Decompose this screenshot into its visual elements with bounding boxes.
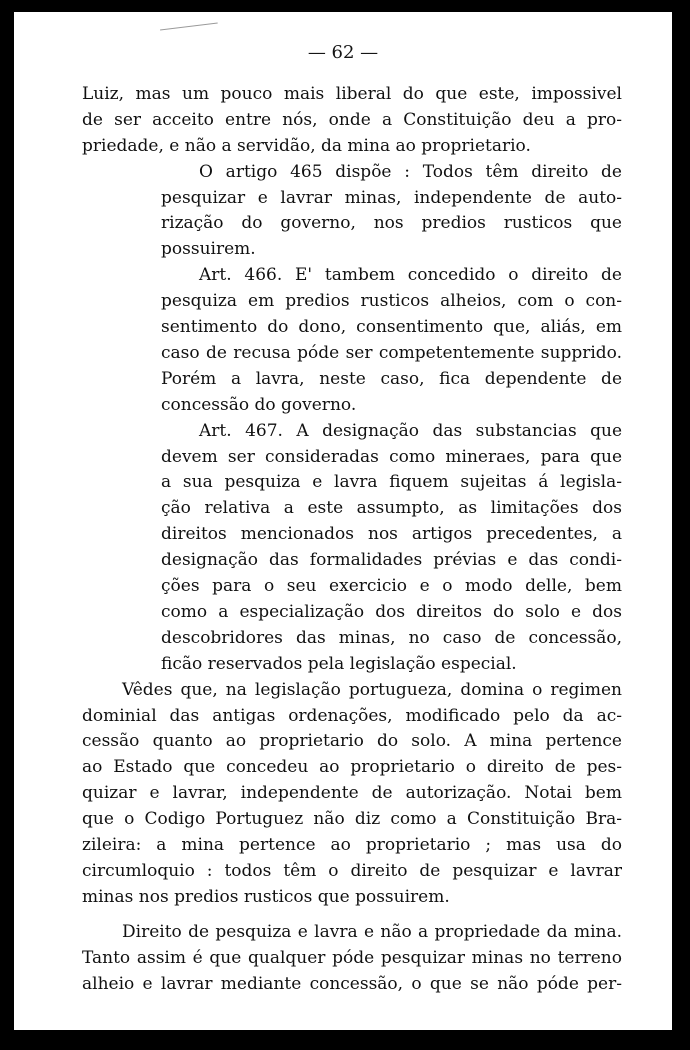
text-line: minas nos predios rusticos que possuirem. (82, 886, 450, 907)
text-line: zileira: a mina pertence ao proprietario ; mas usa do (82, 835, 622, 856)
text-line: dominial das antigas ordenações, modificado pelo da ac- (82, 705, 622, 726)
text-line: O artigo 465 dispõe : Todos têm direito de (199, 161, 622, 182)
text-line: ficão reservados pela legislação especial. (161, 653, 517, 674)
text-line: devem ser consideradas como mineraes, para que (161, 446, 622, 467)
text-line: ções para o seu exercicio e o modo delle, bem (161, 576, 622, 597)
text-line: designação das formalidades prévias e das condi- (161, 550, 622, 571)
text-line: pesquizar e lavrar minas, independente de auto- (161, 187, 622, 208)
text-line: rização do governo, nos predios rusticos que (161, 213, 622, 234)
text-line: Tanto assim é que qualquer póde pesquizar minas no terreno (82, 947, 622, 968)
text-line: direitos mencionados nos artigos precedentes, a (161, 524, 622, 545)
text-line: como a especialização dos direitos do solo e dos (161, 601, 622, 622)
text-line: quizar e lavrar, independente de autorização. Notai bem (82, 783, 622, 804)
text-line: Art. 467. A designação das substancias que (199, 420, 622, 441)
paragraph-vedes (82, 678, 622, 911)
text-line: Direito de pesquiza e lavra e não a propriedade da mina. (122, 921, 622, 942)
text-line: cessão quanto ao proprietario do solo. A mina pertence (82, 731, 622, 752)
pencil-mark (160, 22, 218, 32)
text-line: priedade, e não a servidão, da mina ao proprietario. (82, 135, 531, 156)
text-line: Porém a lavra, neste caso, fica dependente de (161, 368, 622, 389)
text-line: circumloquio : todos têm o direito de pesquizar e lavrar (82, 860, 622, 881)
text-line: caso de recusa póde ser competentemente supprido. (161, 342, 622, 363)
text-line: possuirem. (161, 239, 256, 260)
quote-art-467 (161, 419, 622, 678)
text-line: que o Codigo Portuguez não diz como a Constituição Bra- (82, 809, 622, 830)
paragraph-direito (82, 920, 622, 998)
quote-art-466 (161, 263, 622, 418)
page-number: — 62 — (307, 42, 379, 63)
text-line: Vêdes que, na legislação portugueza, domina o regimen (122, 679, 622, 700)
text-line: concessão do governo. (161, 394, 357, 415)
text-line: descobridores das minas, no caso de concessão, (161, 627, 622, 648)
paragraph-intro (82, 82, 622, 160)
text-line: Art. 466. E' tambem concedido o direito de (199, 265, 622, 286)
text-line: a sua pesquiza e lavra fiquem sujeitas á legisla- (161, 472, 622, 493)
text-line: Luiz, mas um pouco mais liberal do que este, impossivel (82, 84, 622, 104)
quote-art-465 (161, 160, 622, 264)
text-line: de ser acceito entre nós, onde a Constituição deu a pro- (82, 109, 622, 130)
text-line: sentimento do dono, consentimento que, aliás, em (161, 317, 622, 338)
text-line: ao Estado que concedeu ao proprietario o direito de pes- (82, 757, 622, 778)
document-page (14, 12, 672, 1030)
text-line: ção relativa a este assumpto, as limitações dos (161, 498, 622, 519)
text-line: alheio e lavrar mediante concessão, o que se não póde per- (82, 973, 622, 994)
text-line: pesquiza em predios rusticos alheios, com o con- (161, 291, 622, 312)
